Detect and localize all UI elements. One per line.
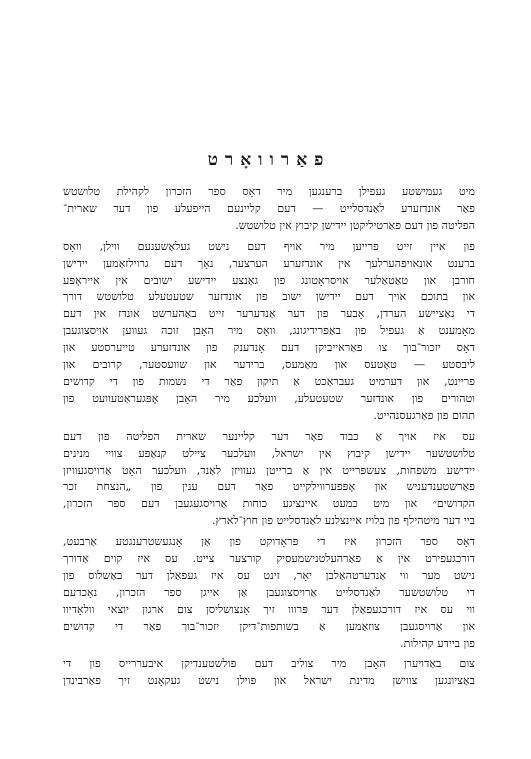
- text-line: פאַרשטענדעניש און אָפּפערווילקייט פאַר דעם ענין פון „הנצחת זכר: [63, 480, 475, 494]
- text-line: פון ביידע קהילות.: [400, 636, 475, 650]
- text-line: דאָס ספר הזכרון איז די פּראָדוקט פון אַן אָנגעשטרענגטע אַרבעט,: [63, 535, 475, 549]
- text-line: באַציונגען צווישן מדינת ישראל און פּוילן נישט געקאָנט זיך פאַרבינדן: [63, 674, 475, 688]
- paragraph: [63, 429, 475, 530]
- page-title: פאַרוואָרט: [207, 150, 331, 170]
- text-line: ליבסטע — טאַטעס און מאַמעס, ברידער און שוועסטער, קרובים און: [63, 358, 475, 372]
- text-line: דורכגעפירט אין אַ פאַרהעלטנישמעסיק קורצער צייט. עס איז קוים אַדורך: [63, 552, 475, 566]
- text-line: פון איין זייט פרייען מיר אויף דעם נישט געלאַשענעם ווילן, וואָס: [63, 239, 475, 253]
- text-line: פאַר אונדזערע לאַנדסלייט — דעם קליינעם הייפעלע פון דער שארית־: [63, 201, 475, 215]
- text-line: און בתוכם אויך דעם יידישן ישוב פון אונדזער שטעטעלע טלושטש דורך: [63, 290, 475, 304]
- paragraph: [63, 184, 475, 235]
- text-line: עס איז אויך אַ כבוד פאַר דער קליינער שארית הפליטה פון דעם: [63, 429, 475, 443]
- text-line: די טלושטשער לאַנדסלייט אַרויסצוגעבן אַן אייגן ספר הזכרון, נאָכדעם: [63, 585, 475, 599]
- text-line: נישט מער ווי אַנדערטהאַלבן יאָר, זינט עס איז געפאַלן דער באַשלוס פון: [63, 568, 475, 582]
- text-line: צום באַדויערן האָבן מיר צוליב דעם פּולשטענדיקן איבעררייס פון די: [63, 657, 475, 671]
- document-page: [63, 150, 475, 690]
- text-line: חורבן און טאַטאַלער אויסראָטונג פון גאַנצע יידישע ישובים אין אייראָפּע: [63, 273, 475, 287]
- text-line: טלושטשער יידישן קיבוץ אין ישראל, וועלכער ציילט קנאַפּע צוויי מנינים: [63, 446, 475, 460]
- text-line: יידישע משפחות, צעשפּרייט אין אַ ברייטן געוויזן לאַנד, וועלכער האָט אַרויסגעוויזן: [63, 463, 475, 477]
- paragraph: [63, 656, 475, 690]
- text-line: וטהורים פון אונדזער שטעטעלע, וועלכע מיר האָבן אָפּגעראַטעוועט פון: [63, 391, 475, 405]
- text-line: די נאַציישע הערדן, אָבער פון דער אַנדערער זייט באַהערשט אונדז אין דעם: [63, 307, 475, 321]
- text-line: ביי דער מיטהילף פון בלויז איינצלנע לאַנדסלייט פון חוץ־לארץ.: [212, 514, 475, 528]
- text-line: ווי עס איז דורכגעפאַלן דער פּרווו זיך אָנצושליסן צום ארגון יוצאי וולאָדיוו: [63, 602, 475, 616]
- text-line: דאָס יזכור־בוך צו פאַראייביקן דעם אָנדענק פון אונדזערע טייערסטע און: [63, 341, 475, 355]
- text-line: פריינט, און דערמיט געבראַכט אַ תיקון פאַר די נשמות פון די קדושים: [63, 374, 475, 388]
- text-line: מיט געמישטע געפילן ברענגען מיר דאָס ספר הזכרון לקהילת טלושטש: [63, 185, 475, 198]
- text-line: מאָמענט אַ געפיל פון באַפרידיגונג, וואָס מיר האָבן זוכה געווען אויסצוגעבן: [63, 324, 475, 338]
- text-line: הקדושים״ און מיט כמעט איינציגע כוחות אַרויסגעגעבן דעם ספר הזכרון,: [63, 497, 475, 511]
- text-line: און אַרויסגעבן צוזאַמען אַ בשותפות־דיקן יזכור־בוך פאַר די קדושים: [63, 619, 475, 633]
- text-line: ברענט אונאויפהערלעך אין אונדזערע הערצער, נאָך דעם גרוילזאַמען יידישן: [63, 256, 475, 270]
- text-line: תהום פון פאַרגעסנהייט.: [373, 408, 475, 422]
- paragraph: [63, 534, 475, 652]
- body-text: [63, 184, 475, 690]
- paragraph: [63, 239, 475, 425]
- text-line: הפליטה פון דעם פאַרטיליקטן יידישן קיבוץ אין טלושטש.: [235, 218, 475, 232]
